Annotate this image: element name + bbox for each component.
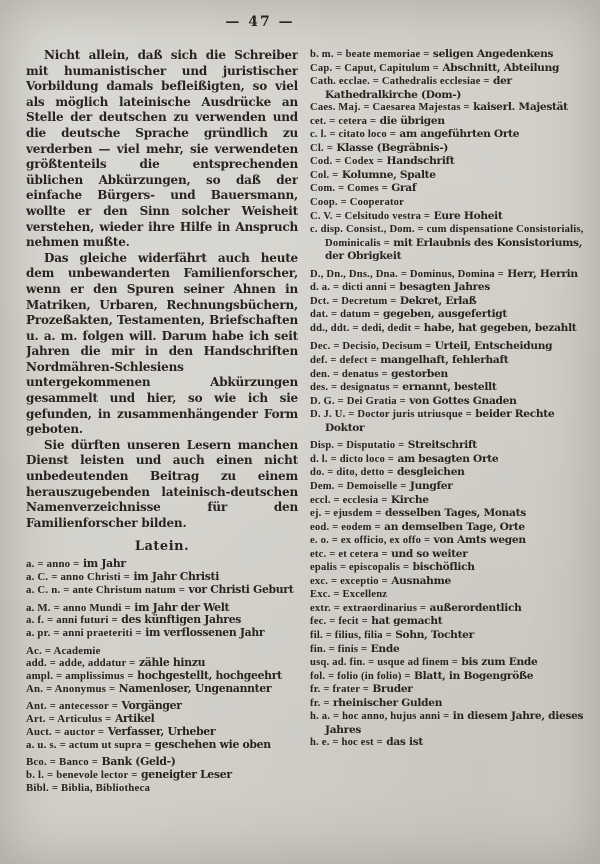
entry-latin-part: ej. = ejusdem = <box>310 508 382 520</box>
glossary-list-left <box>26 558 298 794</box>
glossary-entry <box>310 588 584 602</box>
entry-latin-part: Art. = Articulus = <box>26 713 112 726</box>
entry-german-part: im verflossenen Jahr <box>141 625 265 639</box>
entry-german-part: im Jahr <box>79 557 126 571</box>
entry-latin-part: def. = defect = <box>310 355 377 367</box>
entry-german-part: Namenloser, Ungenannter <box>115 681 272 695</box>
entry-latin-part: ampl. = amplissimus = <box>26 670 134 683</box>
entry-german-part: Verfasser, Urheber <box>104 724 216 738</box>
entry-german-part: Blatt, in Bogengröße <box>410 669 534 682</box>
glossary-entry <box>310 683 584 697</box>
glossary-entry <box>310 281 584 295</box>
glossary-entry <box>310 615 584 629</box>
entry-german-part: Eure Hoheit <box>430 209 503 222</box>
entry-latin-part: Dct. = Decretum = <box>310 295 397 307</box>
glossary-entry <box>310 480 584 494</box>
glossary-entry <box>310 48 584 62</box>
entry-latin-part: Exc. = Excellenz <box>310 589 388 601</box>
glossary-entry <box>26 627 298 640</box>
entry-german-part: Graf <box>387 182 417 195</box>
glossary-entry <box>310 196 584 210</box>
entry-latin-part: cet. = cetera = <box>310 115 377 127</box>
glossary-entry <box>310 268 584 282</box>
glossary-entry <box>310 340 584 354</box>
entry-german-part: die übrigen <box>376 114 445 127</box>
glossary-heading: Latein. <box>134 539 190 555</box>
glossary-entry <box>310 169 584 183</box>
intro-paragraph-3: Sie dürften unseren Lesern manchen Dienst leisten und auch einen nicht unbedeutenden Beitrag zu einem herauszugebenden lateinisch-deutschen Namenverzeichnisse für den Familienforscher bilden. <box>26 437 298 530</box>
entry-german-part: Vorgänger <box>118 699 182 713</box>
entry-german-part: im Jahr Christi <box>130 570 220 584</box>
entry-latin-part: epalis = episcopalis = <box>310 562 410 574</box>
glossary-entry <box>310 656 584 670</box>
entry-german-part: seligen Angedenkens <box>429 48 554 60</box>
entry-latin-part: Auct. = auctor = <box>26 725 105 738</box>
entry-german-part: der Kathedralkirche (Dom-) <box>325 75 512 101</box>
entry-german-part: Handschrift <box>383 155 455 168</box>
glossary-entry <box>310 101 584 115</box>
entry-latin-part: Dec. = Decisio, Decisum = <box>310 341 432 353</box>
entry-german-part: des künftigen Jahres <box>117 613 242 627</box>
entry-german-part: und so weiter <box>387 547 468 560</box>
entry-german-part: Bruder <box>369 683 413 696</box>
entry-german-part: kaiserl. Majestät <box>469 101 568 114</box>
entry-latin-part: h. a. = hoc anno, hujus anni = <box>310 711 450 723</box>
entry-latin-part: Ac. = Academie <box>26 644 101 657</box>
entry-latin-part: a. M. = anno Mundi = <box>26 601 131 614</box>
entry-german-part: bischöflich <box>409 561 475 574</box>
glossary-entry <box>310 75 584 101</box>
entry-latin-part: add. = adde, addatur = <box>26 657 136 670</box>
entry-german-part: Bank (Geld-) <box>98 755 176 769</box>
entry-latin-part: extr. = extraordinarius = <box>310 602 427 614</box>
glossary-entry <box>310 507 584 521</box>
entry-latin-part: Caes. Maj. = Caesarea Majestas = <box>310 102 470 114</box>
right-column <box>310 48 584 856</box>
entry-german-part: Kolumne, Spalte <box>338 168 436 181</box>
glossary-entry <box>310 439 584 453</box>
entry-latin-part: fr. = frater = <box>310 684 369 696</box>
glossary-entry <box>310 670 584 684</box>
entry-latin-part: c. disp. Consist., Dom. = cum dispensatione Consistorialis, Dominicalis = <box>310 224 584 249</box>
entry-german-part: mangelhaft, fehlerhaft <box>376 354 509 367</box>
glossary-list-right <box>310 48 584 750</box>
entry-latin-part: eod. = eodem = <box>310 521 381 533</box>
entry-german-part: das ist <box>382 736 423 749</box>
glossary-entry <box>310 710 584 736</box>
entry-german-part: am angeführten Orte <box>396 128 520 141</box>
glossary-entry <box>310 182 584 196</box>
entry-latin-part: D. J. U. = Doctor juris utriusque = <box>310 409 472 421</box>
entry-german-part: geneigter Leser <box>137 767 232 781</box>
glossary-entry <box>310 697 584 711</box>
glossary-entry <box>310 548 584 562</box>
entry-latin-part: c. l. = citato loco = <box>310 129 396 141</box>
entry-german-part: desgleichen <box>393 466 465 479</box>
entry-german-part: Abschnitt, Abteilung <box>438 61 560 74</box>
entry-latin-part: d. a. = dicti anni = <box>310 282 396 294</box>
entry-german-part: von Gottes Gnaden <box>405 394 517 407</box>
entry-german-part: vor Christi Geburt <box>185 582 294 596</box>
entry-latin-part: Cap. = Caput, Capitulum = <box>310 62 439 74</box>
entry-latin-part: a. pr. = anni praeteriti = <box>26 626 142 639</box>
entry-german-part: zähle hinzu <box>135 656 206 670</box>
glossary-entry <box>310 408 584 434</box>
entry-german-part: hat gemacht <box>367 615 443 628</box>
entry-german-part: rheinischer Gulden <box>329 696 443 709</box>
intro-paragraph-2: Das gleiche widerfährt auch heute dem unbewanderten Familienforscher, wenn er den Spuren seiner Ahnen in Matriken, Urbaren, Rechnungsbüchern, Prozeßakten, Testamenten, Briefschaften u. a. m. folgen will. Darum habe ich seit Jahren die mir in den Handschriften Nordmähren-Schlesiens untergekommenen Abkürzungen gesammelt und hier, so wie ich sie gefunden, in zusammenhängender Form geboten. <box>26 250 298 437</box>
entry-latin-part: a. u. s. = actum ut supra = <box>26 738 152 751</box>
glossary-entry <box>26 584 298 597</box>
entry-latin-part: fol. = folio (in folio) = <box>310 670 411 682</box>
entry-latin-part: Cod. = Codex = <box>310 156 384 168</box>
entry-latin-part: D., Dn., Dns., Dna. = Dominus, Domina = <box>310 268 504 280</box>
entry-german-part: in diesem Jahre, dieses Jahres <box>325 710 584 736</box>
entry-latin-part: a. C. n. = ante Christum natum = <box>26 583 186 596</box>
entry-latin-part: etc. = et cetera = <box>310 548 388 560</box>
entry-latin-part: do. = dito, detto = <box>310 467 394 479</box>
entry-latin-part: d. l. = dicto loco = <box>310 453 395 465</box>
entry-german-part: gegeben, ausgefertigt <box>379 308 508 321</box>
entry-german-part: beider Rechte Doktor <box>325 408 555 434</box>
entry-german-part: Jungfer <box>406 479 453 492</box>
entry-latin-part: b. m. = beate memoriae = <box>310 49 430 60</box>
entry-latin-part: Com. = Comes = <box>310 183 388 195</box>
entry-german-part: von Amts wegen <box>430 534 526 547</box>
entry-latin-part: Ant. = antecessor = <box>26 700 119 713</box>
glossary-entry <box>26 683 298 696</box>
entry-german-part: bis zum Ende <box>458 656 538 669</box>
entry-latin-part: C. V. = Celsitudo vestra = <box>310 210 431 222</box>
entry-latin-part: Bco. = Banco = <box>26 756 99 769</box>
entry-german-part: gestorben <box>387 367 448 380</box>
entry-latin-part: fil. = filius, filia = <box>310 629 392 641</box>
entry-german-part: an demselben Tage, Orte <box>380 520 525 533</box>
glossary-entry <box>310 575 584 589</box>
entry-german-part: Ausnahme <box>387 574 451 587</box>
entry-german-part: Sohn, Tochter <box>391 628 474 641</box>
entry-german-part: Ende <box>367 642 400 655</box>
entry-german-part: Herr, Herrin <box>503 267 578 280</box>
glossary-entry <box>310 210 584 224</box>
glossary-entry <box>26 769 298 782</box>
entry-latin-part: Col. = <box>310 169 339 181</box>
glossary-entry <box>26 700 298 713</box>
glossary-entry <box>310 736 584 750</box>
entry-latin-part: Coop. = Cooperator <box>310 197 405 209</box>
entry-latin-part: Disp. = Disputatio = <box>310 440 405 452</box>
entry-german-part: habe, hat gegeben, bezahlt <box>420 321 577 334</box>
entry-german-part: am besagten Orte <box>394 452 499 465</box>
entry-latin-part: fin. = finis = <box>310 643 368 655</box>
entry-latin-part: a. = anno = <box>26 558 80 571</box>
glossary-entry <box>310 561 584 575</box>
glossary-entry <box>310 115 584 129</box>
entry-german-part: Artikel <box>111 712 155 726</box>
entry-latin-part: Bibl. = Biblia, Bibliotheca <box>26 781 151 794</box>
glossary-entry <box>26 782 298 795</box>
glossary-entry <box>310 295 584 309</box>
entry-german-part: ernannt, bestellt <box>398 381 497 394</box>
entry-latin-part: den. = denatus = <box>310 368 388 380</box>
glossary-entry <box>310 368 584 382</box>
introduction <box>26 48 298 531</box>
glossary-entry <box>310 494 584 508</box>
entry-latin-part: An. = Anonymus = <box>26 682 116 695</box>
entry-latin-part: usq. ad. fin. = usque ad finem = <box>310 657 458 669</box>
entry-german-part: Dekret, Erlaß <box>396 294 477 307</box>
entry-latin-part: Dem. = Demoiselle = <box>310 480 407 492</box>
entry-german-part: außerordentlich <box>426 601 522 614</box>
glossary-entry <box>310 534 584 548</box>
entry-german-part: Klasse (Begräbnis-) <box>332 141 449 154</box>
entry-latin-part: b. l. = benevole lector = <box>26 768 138 781</box>
glossary-entry <box>310 395 584 409</box>
entry-latin-part: Cl. = <box>310 142 333 154</box>
entry-latin-part: fec. = fecit = <box>310 616 368 628</box>
glossary-entry <box>310 322 584 336</box>
two-column-layout <box>26 48 584 856</box>
entry-latin-part: a. C. = anno Christi = <box>26 571 130 584</box>
entry-german-part: Streitschrift <box>404 439 477 452</box>
glossary-entry <box>310 381 584 395</box>
glossary-entry <box>310 643 584 657</box>
entry-german-part: besagten Jahres <box>395 281 491 294</box>
entry-latin-part: dd., ddt. = dedi, dedit = <box>310 322 421 334</box>
glossary-entry <box>310 62 584 76</box>
glossary-entry <box>26 739 298 752</box>
entry-latin-part: e. o. = ex officio, ex offo = <box>310 535 431 547</box>
entry-latin-part: h. e. = hoc est = <box>310 737 383 749</box>
glossary-entry <box>310 521 584 535</box>
entry-latin-part: fr. = <box>310 697 330 709</box>
entry-latin-part: des. = designatus = <box>310 382 399 394</box>
left-column <box>26 48 298 856</box>
entry-german-part: geschehen wie oben <box>151 737 271 751</box>
entry-german-part: mit Erlaubnis des Konsistoriums, der Obrigkeit <box>325 236 583 263</box>
entry-german-part: desselben Tages, Monats <box>381 507 526 520</box>
entry-latin-part: D. G. = Dei Gratia = <box>310 395 406 407</box>
entry-latin-part: dat. = datum = <box>310 309 380 321</box>
glossary-entry <box>310 155 584 169</box>
entry-latin-part: eccl. = ecclesia = <box>310 494 388 506</box>
glossary-entry <box>310 602 584 616</box>
glossary-entry <box>310 354 584 368</box>
entry-german-part: hochgestellt, hochgeehrt <box>133 669 282 683</box>
entry-german-part: im Jahr der Welt <box>130 600 230 614</box>
glossary-entry <box>310 629 584 643</box>
glossary-entry <box>310 466 584 480</box>
glossary-entry <box>310 308 584 322</box>
glossary-entry <box>310 223 584 263</box>
glossary-entry <box>310 128 584 142</box>
glossary-entry <box>310 453 584 467</box>
entry-latin-part: exc. = exceptio = <box>310 575 388 587</box>
entry-latin-part: a. f. = anni futuri = <box>26 614 118 627</box>
glossary-entry <box>310 142 584 156</box>
entry-german-part: Urteil, Entscheidung <box>431 340 553 353</box>
entry-german-part: Kirche <box>387 493 429 506</box>
page-number: — 47 — <box>225 14 295 30</box>
entry-latin-part: Cath. ecclae. = Cathedralis ecclesiae = <box>310 76 490 88</box>
intro-paragraph-1: Nicht allein, daß sich die Schreiber mit humanistischer und juristischer Vorbildung damals befleißigten, so viel als möglich lateinische Ausdrücke an Stelle der deutschen zu verwenden und die deutsche Sprache gründlich zu verderben — viel mehr, sie verwendeten größtenteils die entsprechenden üblichen Abkürzungen, so daß der einfache Bürgers- und Bauersmann, wollte er den Sinn solcher Weisheit verstehen, wieder ihre Hilfe in Anspruch nehmen mußte. <box>26 48 298 250</box>
